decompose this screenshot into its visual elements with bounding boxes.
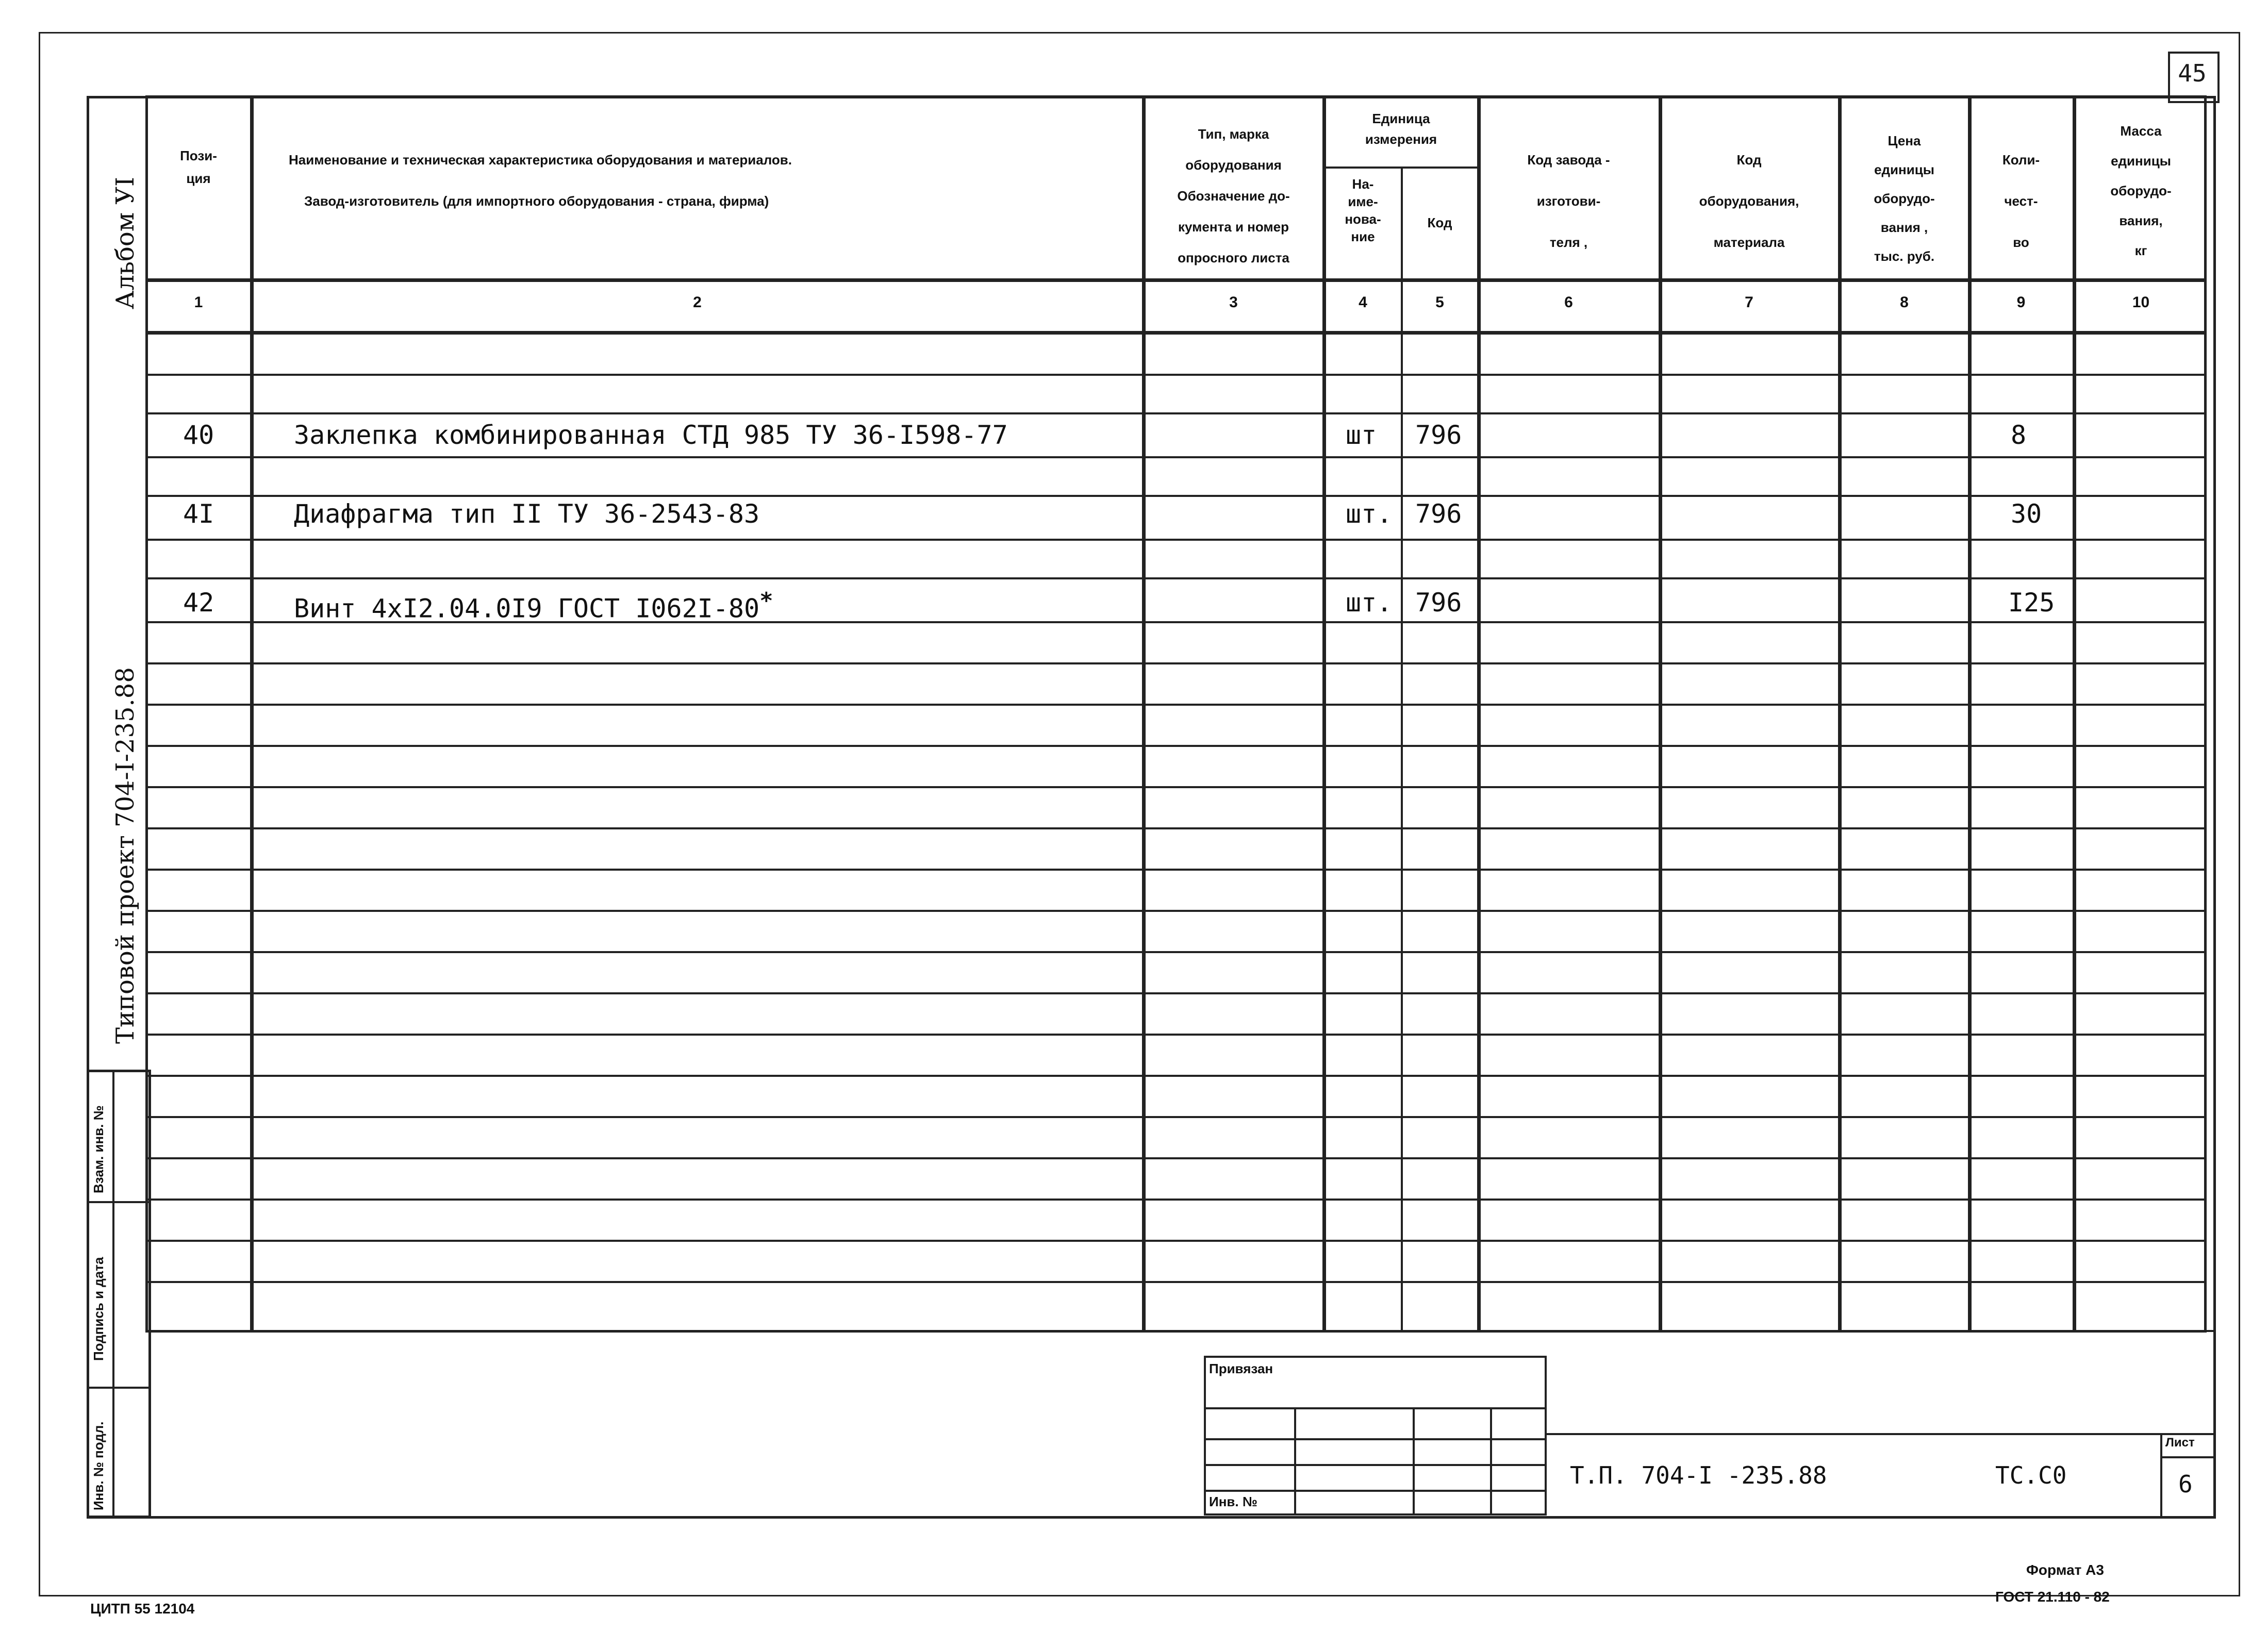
header-bottom-line (145, 278, 2207, 282)
privyazan-col (1294, 1407, 1296, 1516)
row-name-mark: * (759, 588, 773, 614)
row-line (145, 1157, 2207, 1159)
row-code: 796 (1415, 420, 1462, 450)
header-price-l4: вания , (1880, 220, 1928, 235)
header-quantity (1969, 139, 2073, 263)
footer-gost: ГОСТ 21.110 - 82 (1995, 1589, 2110, 1605)
row-line (145, 786, 2207, 788)
header-unit-name-l2: име- (1348, 194, 1378, 209)
header-unit-name-l4: ние (1351, 229, 1375, 244)
row-line (145, 577, 2207, 579)
col-line (1477, 95, 1481, 1333)
row-code: 796 (1415, 588, 1462, 618)
row-line (145, 910, 2207, 912)
col-number: 7 (1745, 294, 1753, 311)
header-price-l3: оборудо- (1874, 191, 1935, 206)
privyazan-line (1204, 1490, 1547, 1492)
col-number: 6 (1564, 294, 1573, 311)
header-qty-l2: чест- (2004, 193, 2038, 209)
row-qty: 8 (2011, 420, 2027, 450)
row-line (145, 745, 2207, 747)
col-number: 8 (1900, 294, 1909, 311)
row-line (145, 869, 2207, 871)
row-position: 42 (183, 588, 214, 618)
row-line (145, 1034, 2207, 1036)
project-label: Типовой проект 704-I-235.88 (111, 667, 140, 1044)
row-line (145, 1116, 2207, 1118)
header-position-l1: Пози- (180, 148, 217, 163)
row-qty: I25 (2008, 588, 2055, 618)
row-name: Заклепка комбинированная СТД 985 ТУ 36-I598-77 (294, 420, 1008, 450)
header-type-l2: оборудования (1185, 157, 1282, 173)
col-number: 10 (2132, 294, 2150, 311)
designation: Т.П. 704-I -235.88 (1570, 1461, 1827, 1489)
header-position-l2: ция (186, 171, 211, 186)
row-name-text: Винт 4хI2.04.0I9 ГОСТ I062I-80 (294, 593, 760, 624)
header-name (289, 139, 1114, 222)
header-factory-code (1480, 139, 1658, 263)
header-qty-l1: Коли- (2002, 152, 2040, 168)
privyazan-line (1204, 1464, 1547, 1466)
header-factory-l1: Код завода - (1527, 152, 1610, 168)
row-line (145, 704, 2207, 706)
row-code: 796 (1415, 499, 1462, 529)
col-number: 9 (2016, 294, 2026, 311)
col-line (1142, 95, 1146, 1333)
header-type-l1: Тип, марка (1198, 126, 1269, 142)
col-number: 5 (1435, 294, 1444, 311)
row-unit: шт. (1346, 499, 1393, 529)
header-type (1145, 119, 1322, 273)
row-position: 4I (183, 499, 214, 529)
sheet-line (2160, 1456, 2216, 1458)
col-line (1968, 95, 1972, 1333)
header-unit-name-l1: На- (1352, 176, 1374, 192)
row-name: Диафрагма тип II ТУ 36-2543-83 (294, 499, 760, 529)
header-factory-l3: теля , (1549, 235, 1588, 250)
col-number: 4 (1359, 294, 1367, 311)
header-qty-l3: во (2013, 235, 2029, 250)
row-line (145, 412, 2207, 414)
header-unit-name-l3: нова- (1345, 211, 1381, 227)
row-line (145, 374, 2207, 376)
row-name (294, 588, 773, 624)
stamp-label-inventory: Инв. № подл. (91, 1421, 106, 1510)
header-type-l4: кумента и номер (1178, 219, 1289, 235)
header-name-l2: Завод-изготовитель (для импортного оборудования - страна, фирма) (304, 193, 769, 209)
row-qty: 30 (2011, 499, 2042, 529)
title-block-top (145, 1330, 2216, 1332)
sheet-label: Лист (2165, 1436, 2195, 1450)
col-line (1659, 95, 1662, 1333)
header-unit-l1: Единица (1372, 111, 1430, 126)
row-line (145, 827, 2207, 829)
header-equipment-code (1660, 139, 1838, 263)
unit-group-line (1322, 167, 1477, 169)
row-line (145, 495, 2207, 497)
header-position (147, 144, 250, 190)
header-price-l2: единицы (1874, 162, 1934, 177)
header-name-l1: Наименование и техническая характеристика оборудования и материалов. (289, 152, 792, 168)
privyazan-line (1204, 1407, 1547, 1409)
side-stamp-divider (112, 1070, 114, 1518)
page-number: 45 (2178, 59, 2207, 87)
colnum-bottom-line (145, 331, 2207, 335)
album-label: Альбом УI (111, 176, 140, 309)
header-equip-l3: материала (1713, 235, 1785, 250)
document-code: ТС.С0 (1995, 1461, 2067, 1489)
sheet-number: 6 (2178, 1470, 2193, 1498)
header-mass-l3: оборудо- (2110, 183, 2172, 198)
header-unit-name (1325, 175, 1401, 245)
header-price-l5: тыс. руб. (1874, 248, 1935, 264)
privyazan-col (1490, 1407, 1492, 1516)
row-line (145, 1075, 2207, 1077)
privyazan-col (1413, 1407, 1415, 1516)
side-stamp-divider (87, 1201, 151, 1203)
col-line (1322, 95, 1326, 1333)
footer-format: Формат А3 (2026, 1562, 2104, 1578)
row-unit: шт (1346, 420, 1377, 450)
row-line (145, 1199, 2207, 1201)
col-number: 1 (194, 294, 203, 311)
row-line (145, 662, 2207, 664)
privyazan-line (1204, 1438, 1547, 1440)
stamp-label-signature: Подпись и дата (91, 1257, 106, 1361)
header-mass-l2: единицы (2111, 153, 2171, 169)
row-unit: шт. (1346, 588, 1393, 618)
row-line (145, 992, 2207, 994)
header-type-l3: Обозначение до- (1177, 188, 1290, 204)
header-mass-l4: вания, (2119, 213, 2163, 228)
row-line (145, 951, 2207, 953)
row-position: 40 (183, 420, 214, 450)
col-line (1838, 95, 1842, 1333)
col-number: 3 (1229, 294, 1238, 311)
row-line (145, 456, 2207, 458)
side-stamp-divider (87, 1387, 151, 1389)
header-factory-l2: изготови- (1536, 193, 1601, 209)
header-equip-l2: оборудования, (1699, 193, 1799, 209)
stamp-label-replace: Взам. инв. № (91, 1105, 106, 1193)
header-price (1841, 126, 1968, 271)
header-equip-l1: Код (1736, 152, 1762, 168)
row-line (145, 1240, 2207, 1242)
col-line (250, 95, 254, 1333)
header-unit-l2: измерения (1365, 131, 1437, 147)
sheet-col (2160, 1433, 2162, 1518)
header-unit-group (1325, 108, 1477, 149)
header-mass (2075, 116, 2207, 265)
header-type-l5: опросного листа (1178, 250, 1289, 265)
designation-line (1547, 1433, 2216, 1435)
header-mass-l5: кг (2134, 243, 2147, 258)
header-price-l1: Цена (1888, 133, 1921, 148)
row-line (145, 539, 2207, 541)
header-unit-code: Код (1427, 215, 1452, 230)
col-line (2073, 95, 2076, 1333)
row-line (145, 1281, 2207, 1283)
privyazan-label: Привязан (1209, 1361, 1273, 1376)
footer-left: ЦИТП 55 12104 (90, 1601, 195, 1617)
inventory-label: Инв. № (1209, 1494, 1257, 1509)
header-mass-l1: Масса (2120, 123, 2162, 139)
col-number: 2 (693, 294, 702, 311)
